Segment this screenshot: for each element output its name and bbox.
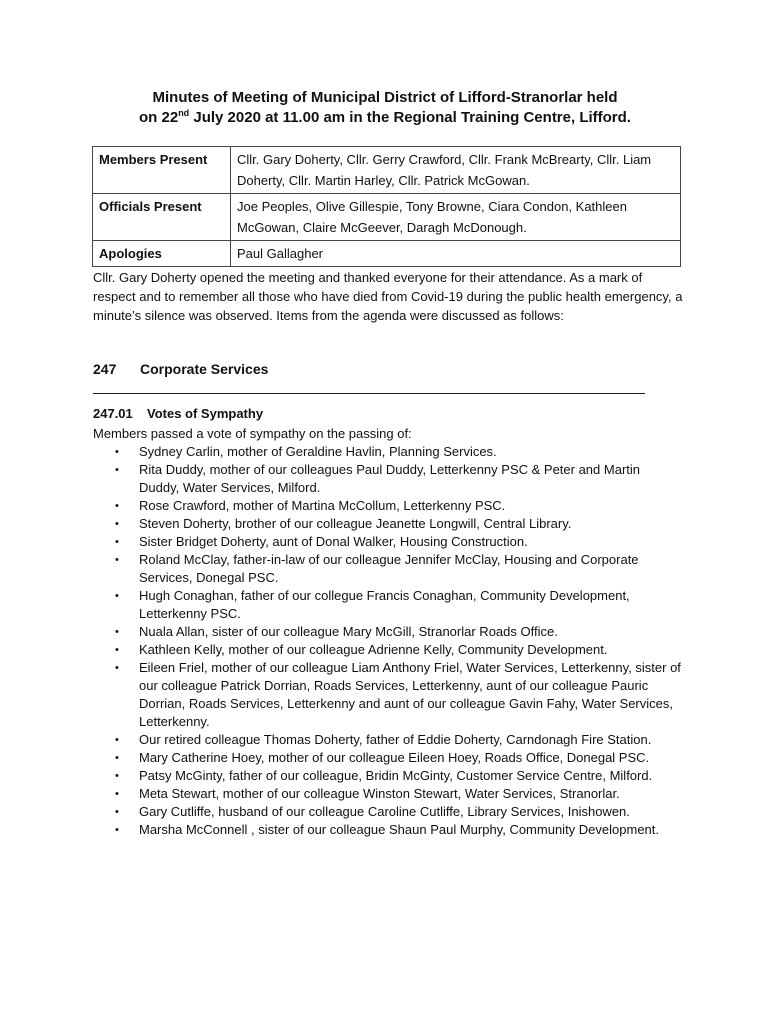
title-line-2 xyxy=(80,108,690,128)
list-item-text: Mary Catherine Hoey, mother of our colleague Eileen Hoey, Roads Office, Donegal PSC. xyxy=(139,750,650,765)
intro-paragraph: Cllr. Gary Doherty opened the meeting and thanked everyone for their attendance. As a mark of respect and to remember all those who have died from Covid-19 during the public health emergency, a minute’s silence was observed. Items from the agenda were discussed as follows: xyxy=(93,270,683,323)
list-item xyxy=(93,515,683,533)
list-item xyxy=(93,497,683,515)
list-item xyxy=(93,749,683,767)
list-item xyxy=(93,731,683,749)
document-title xyxy=(80,88,690,128)
list-item-text: Kathleen Kelly, mother of our colleague Adrienne Kelly, Community Development. xyxy=(139,642,608,657)
list-item xyxy=(93,803,683,821)
bullet-icon: • xyxy=(115,464,119,476)
list-item-text: Our retired colleague Thomas Doherty, father of Eddie Doherty, Carndonagh Fire Station. xyxy=(139,732,652,747)
section-title: Corporate Services xyxy=(140,361,269,377)
list-item xyxy=(93,533,683,551)
list-item-text: Sydney Carlin, mother of Geraldine Havlin, Planning Services. xyxy=(139,444,497,459)
bullet-icon: • xyxy=(115,626,119,638)
list-item xyxy=(93,443,683,461)
list-item xyxy=(93,785,683,803)
bullet-icon: • xyxy=(115,824,119,836)
bullet-icon: • xyxy=(115,752,119,764)
subsection-number: 247.01 xyxy=(93,406,133,421)
bullet-icon: • xyxy=(115,500,119,512)
attendance-table xyxy=(92,146,681,267)
bullet-icon: • xyxy=(115,644,119,656)
list-item xyxy=(93,461,683,497)
list-item xyxy=(93,821,683,839)
bullet-icon: • xyxy=(115,536,119,548)
apologies-value: Paul Gallagher xyxy=(231,241,681,267)
title-line-1: Minutes of Meeting of Municipal District of Lifford-Stranorlar held xyxy=(152,89,618,106)
bullet-icon: • xyxy=(115,554,119,566)
list-item-text: Eileen Friel, mother of our colleague Liam Anthony Friel, Water Services, Letterkenny, sister of our colleague Patrick Dorrian, Roads Services, Letterkenny, aunt of our colleague Pauric Dorrian, Roads Services, Letterkenny and aunt of our colleague Gavin Fahy, Water Services, Letterkenny. xyxy=(139,660,681,729)
bullet-icon: • xyxy=(115,662,119,674)
list-item xyxy=(93,623,683,641)
list-item-text: Steven Doherty, brother of our colleague Jeanette Longwill, Central Library. xyxy=(139,516,572,531)
officials-present-label: Officials Present xyxy=(93,194,231,241)
subsection-title: Votes of Sympathy xyxy=(147,406,264,421)
list-item-text: Rose Crawford, mother of Martina McCollum, Letterkenny PSC. xyxy=(139,498,506,513)
members-present-value: Cllr. Gary Doherty, Cllr. Gerry Crawford, Cllr. Frank McBrearty, Cllr. Liam Doherty, Cllr. Martin Harley, Cllr. Patrick McGowan. xyxy=(231,147,681,194)
list-item-text: Rita Duddy, mother of our colleagues Paul Duddy, Letterkenny PSC & Peter and Martin Duddy, Water Services, Milford. xyxy=(139,462,641,495)
bullet-icon: • xyxy=(115,518,119,530)
title-date-prefix: on 22 xyxy=(139,109,179,126)
title-date-rest: July 2020 at 11.00 am in the Regional Training Centre, Lifford. xyxy=(189,109,631,126)
apologies-label: Apologies xyxy=(93,241,231,267)
list-item-text: Gary Cutliffe, husband of our colleague Caroline Cutliffe, Library Services, Inishowen. xyxy=(139,804,630,819)
list-item xyxy=(93,551,683,587)
table-row xyxy=(93,194,681,241)
list-item-text: Sister Bridget Doherty, aunt of Donal Walker, Housing Construction. xyxy=(139,534,528,549)
bullet-icon: • xyxy=(115,446,119,458)
title-date-suffix: nd xyxy=(178,108,190,118)
list-item-text: Hugh Conaghan, father of our collegue Francis Conaghan, Community Development, Letterkenny PSC. xyxy=(139,588,630,621)
list-item xyxy=(93,659,683,731)
table-row xyxy=(93,241,681,267)
members-present-label: Members Present xyxy=(93,147,231,194)
bullet-icon: • xyxy=(115,770,119,782)
bullet-icon: • xyxy=(115,806,119,818)
sympathy-list xyxy=(93,443,683,839)
list-item xyxy=(93,767,683,785)
table-row xyxy=(93,147,681,194)
list-item-text: Nuala Allan, sister of our colleague Mary McGill, Stranorlar Roads Office. xyxy=(139,624,558,639)
list-item xyxy=(93,641,683,659)
section-divider xyxy=(93,393,645,394)
list-item-text: Patsy McGinty, father of our colleague, Bridin McGinty, Customer Service Centre, Milford. xyxy=(139,768,653,783)
section-number: 247 xyxy=(93,361,117,377)
officials-present-value: Joe Peoples, Olive Gillespie, Tony Browne, Ciara Condon, Kathleen McGowan, Claire McGeever, Daragh McDonough. xyxy=(231,194,681,241)
bullet-icon: • xyxy=(115,788,119,800)
list-item-text: Meta Stewart, mother of our colleague Winston Stewart, Water Services, Stranorlar. xyxy=(139,786,620,801)
list-item xyxy=(93,587,683,623)
bullet-icon: • xyxy=(115,734,119,746)
list-item-text: Roland McClay, father-in-law of our colleague Jennifer McClay, Housing and Corporate Services, Donegal PSC. xyxy=(139,552,639,585)
section-heading xyxy=(93,361,268,377)
bullet-icon: • xyxy=(115,590,119,602)
list-item-text: Marsha McConnell , sister of our colleague Shaun Paul Murphy, Community Development. xyxy=(139,822,659,837)
sympathy-lead: Members passed a vote of sympathy on the passing of: xyxy=(93,426,412,441)
subsection-heading xyxy=(93,406,263,421)
